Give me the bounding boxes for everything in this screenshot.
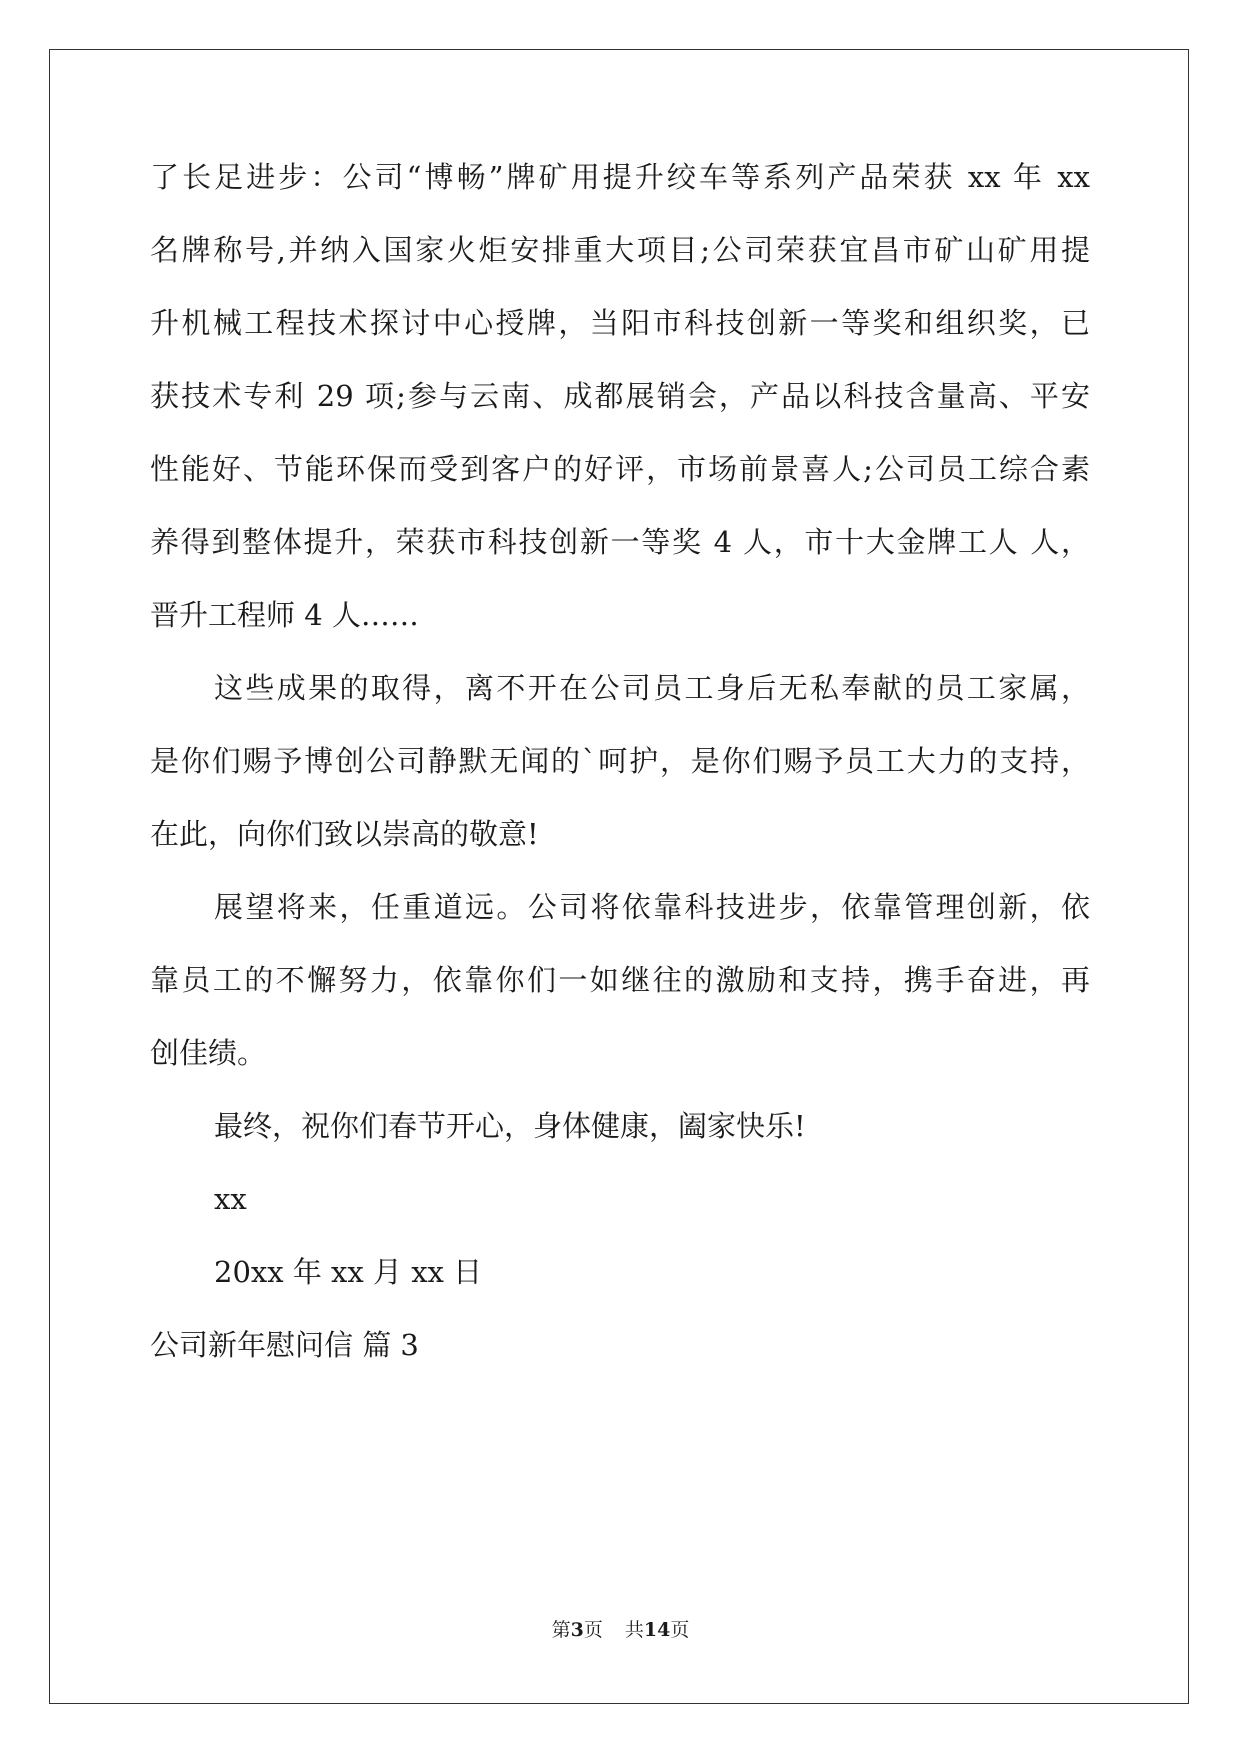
text-line: 创佳绩。 <box>150 1036 267 1070</box>
date-line: 20xx 年 xx 月 xx 日 <box>214 1255 483 1289</box>
text-line: 展望将来，任重道远。公司将依靠科技进步，依靠管理创新，依 <box>214 890 1090 924</box>
text-line: 晋升工程师 4 人…… <box>150 598 419 632</box>
closing-line: 最终，祝你们春节开心，身体健康，阖家快乐! <box>214 1109 806 1143</box>
text-line: 了长足进步：公司“博畅”牌矿用提升绞车等系列产品荣获 xx 年 xx <box>150 160 1090 194</box>
text-line: 升机械工程技术探讨中心授牌，当阳市科技创新一等奖和组织奖，已 <box>150 306 1090 340</box>
page-border <box>49 49 1189 1704</box>
section-heading: 公司新年慰问信 篇 3 <box>150 1328 419 1362</box>
text-line: 这些成果的取得，离不开在公司员工身后无私奉献的员工家属， <box>214 671 1090 705</box>
page-footer <box>0 1618 1241 1642</box>
text-line: 养得到整体提升，荣获市科技创新一等奖 4 人，市十大金牌工人 人， <box>150 525 1090 559</box>
text-line: 名牌称号,并纳入国家火炬安排重大项目;公司荣获宜昌市矿山矿用提 <box>150 233 1090 267</box>
text-line: 获技术专利 29 项;参与云南、成都展销会，产品以科技含量高、平安 <box>150 379 1090 413</box>
page-suffix: 页 <box>583 1619 603 1641</box>
total-suffix: 页 <box>670 1619 690 1641</box>
page-prefix: 第 <box>551 1619 571 1641</box>
text-line: 靠员工的不懈努力，依靠你们一如继往的激励和支持，携手奋进，再 <box>150 963 1090 997</box>
page-number: 3 <box>570 1619 584 1641</box>
signature: xx <box>214 1182 247 1216</box>
text-line: 在此，向你们致以崇高的敬意! <box>150 817 539 851</box>
total-pages: 14 <box>643 1619 671 1641</box>
text-line: 是你们赐予博创公司静默无闻的`呵护，是你们赐予员工大力的支持， <box>150 744 1090 778</box>
total-prefix: 共 <box>624 1619 644 1641</box>
text-line: 性能好、节能环保而受到客户的好评，市场前景喜人;公司员工综合素 <box>150 452 1090 486</box>
